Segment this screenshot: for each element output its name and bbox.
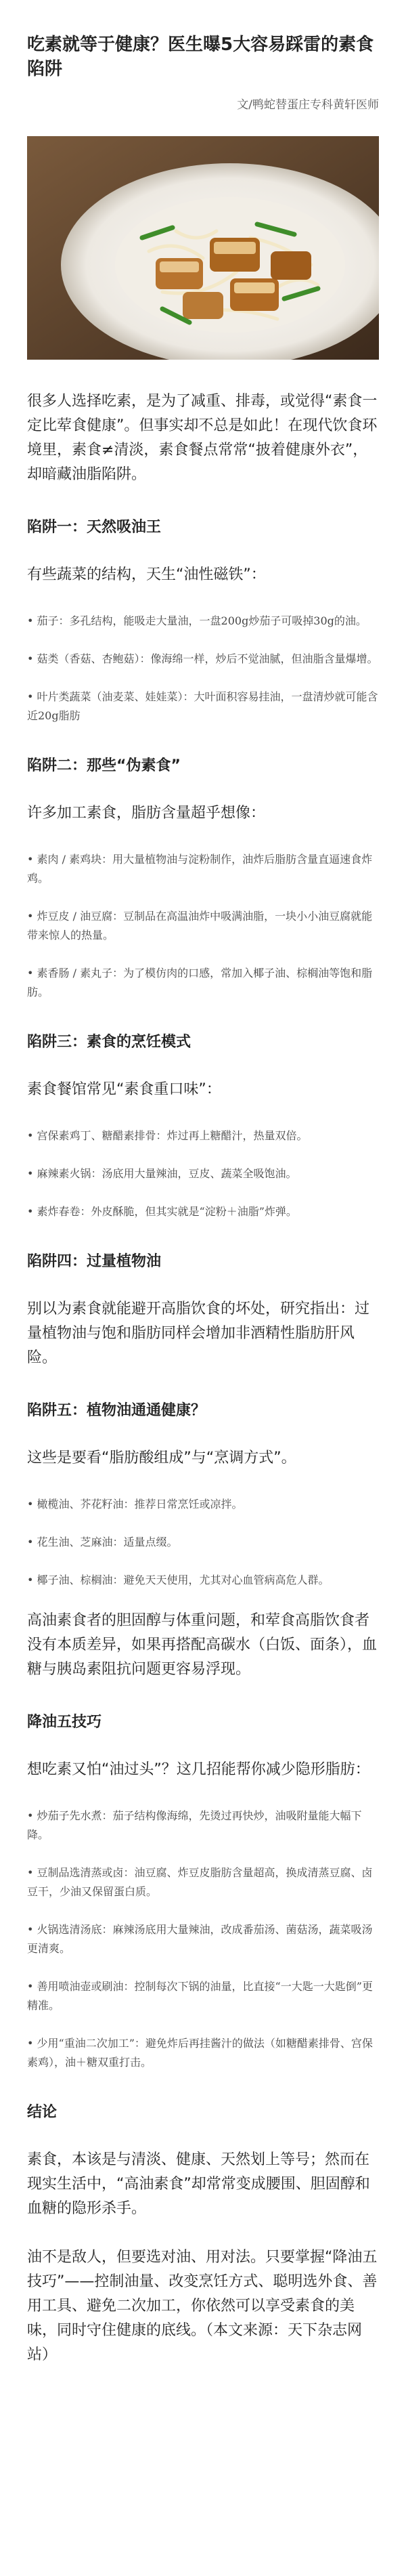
section-title: 陷阱四：过量植物油 <box>27 1253 162 1270</box>
section-lead: 许多加工素食，脂肪含量超乎想像： <box>27 805 266 822</box>
section-closing-paragraph: 高油素食者的胆固醇与体重问题，和荤食高脂饮食者没有本质差异，如果再搭配高碳水（白饭、面条），血糖与胰岛素阻抗问题更容易浮现。 <box>27 1612 378 1678</box>
article-title: 吃素就等于健康？医生曝5大容易踩雷的素食陷阱 <box>27 35 374 79</box>
section-title: 陷阱二：那些“伪素食” <box>27 757 181 774</box>
tofu-stirfry-photo-icon <box>27 136 379 360</box>
bullet-item: • 善用喷油壶或刷油：控制每次下锅的油量，比直接“一大匙一大匙倒”更精准。 <box>27 1980 373 2012</box>
section-title: 降油五技巧 <box>27 1714 102 1731</box>
section <box>27 755 379 1002</box>
bullet-item: • 橄榄油、芥花籽油：推荐日常烹饪或凉拌。 <box>27 1498 243 1511</box>
bullet-item: • 豆制品选清蒸或卤：油豆腐、炸豆皮脂肪含量超高，换成清蒸豆腐、卤豆干，少油又保留蛋白质。 <box>27 1866 373 1898</box>
section-lead: 别以为素食就能避开高脂饮食的坏处，研究指出：过量植物油与饱和脂肪同样会增加非酒精性脂肪肝风险。 <box>27 1301 370 1366</box>
section <box>27 2102 379 2367</box>
bullet-item: • 茄子：多孔结构，能吸走大量油，一盘200g炒茄子可吸掉30g的油。 <box>27 614 367 627</box>
bullet-item: • 火锅选清汤底：麻辣汤底用大量辣油，改成番茄汤、菌菇汤，蔬菜吸汤更清爽。 <box>27 1923 373 1955</box>
bullet-item: • 椰子油、棕榈油：避免天天使用，尤其对心血管病高危人群。 <box>27 1574 330 1586</box>
section-title: 陷阱三：素食的烹饪模式 <box>27 1034 191 1051</box>
bullet-item: • 少用“重油二次加工”：避免炸后再挂酱汁的做法（如糖醋素排骨、宫保素鸡），油＋糖双重打击。 <box>27 2037 373 2069</box>
intro-paragraph: 很多人选择吃素，是为了减重、排毒，或觉得“素食一定比荤食健康”。但事实却不总是如此！在现代饮食环境里，素食≠清淡，素食餐点常常“披着健康外衣”，却暗藏油脂陷阱。 <box>27 393 378 483</box>
section <box>27 1400 379 1682</box>
bullet-item: • 素炸春卷：外皮酥脆，但其实就是“淀粉＋油脂”炸弹。 <box>27 1205 297 1218</box>
section <box>27 517 379 725</box>
section <box>27 1032 379 1221</box>
bullet-item: • 素肉 / 素鸡块：用大量植物油与淀粉制作，油炸后脂肪含量直逼速食炸鸡。 <box>27 853 373 885</box>
bullet-item: • 花生油、芝麻油：适量点缀。 <box>27 1536 178 1548</box>
bullet-item: • 炸豆皮 / 油豆腐：豆制品在高温油炸中吸满油脂，一块小小油豆腐就能带来惊人的热量。 <box>27 910 373 942</box>
bullet-item: • 宫保素鸡丁、糖醋素排骨：炸过再上糖醋汁，热量双倍。 <box>27 1129 308 1142</box>
section <box>27 1712 379 2072</box>
bullet-item: • 素香肠 / 素丸子：为了模仿肉的口感，常加入椰子油、棕榈油等饱和脂肪。 <box>27 967 373 998</box>
section-lead: 素食餐馆常见“素食重口味”： <box>27 1081 221 1098</box>
section-lead: 有些蔬菜的结构，天生“油性磁铁”： <box>27 566 266 583</box>
section <box>27 1251 379 1370</box>
section-title: 陷阱一：天然吸油王 <box>27 519 162 536</box>
section-lead: 想吃素又怕“油过头”？这几招能帮你减少隐形脂肪： <box>27 1761 370 1778</box>
section-lead: 素食，本该是与清淡、健康、天然划上等号；然而在现实生活中，“高油素食”却常常变成腰围、胆固醇和血糖的隐形杀手。 <box>27 2151 370 2217</box>
sections-list <box>27 517 379 2367</box>
section-lead: 这些是要看“脂肪酸组成”与“烹调方式”。 <box>27 1450 296 1466</box>
bullet-item: • 麻辣素火锅：汤底用大量辣油，豆皮、蔬菜全吸饱油。 <box>27 1167 297 1180</box>
section-title: 结论 <box>27 2104 58 2121</box>
article <box>0 33 406 2367</box>
bullet-item: • 炒茄子先水煮：茄子结构像海绵，先烫过再快炒，油吸附量能大幅下降。 <box>27 1809 362 1841</box>
bullet-item: • 菇类（香菇、杏鲍菇）：像海绵一样，炒后不觉油腻，但油脂含量爆增。 <box>27 652 378 665</box>
article-byline: 文/鸭蛇替蛋庄专科黄轩医师 <box>237 98 379 112</box>
section-closing-paragraph: 油不是敌人，但要选对油、用对法。只要掌握“降油五技巧”——控制油量、改变烹饪方式、聪明选外食、善用工具、避免二次加工，你依然可以享受素食的美味，同时守住健康的底线。（本文来源：天下杂志网站） <box>27 2249 378 2363</box>
section-title: 陷阱五：植物油通通健康？ <box>27 1402 206 1419</box>
hero-photo <box>27 136 379 360</box>
bullet-item: • 叶片类蔬菜（油麦菜、娃娃菜）：大叶面积容易挂油，一盘清炒就可能含近20g脂肪 <box>27 690 378 722</box>
